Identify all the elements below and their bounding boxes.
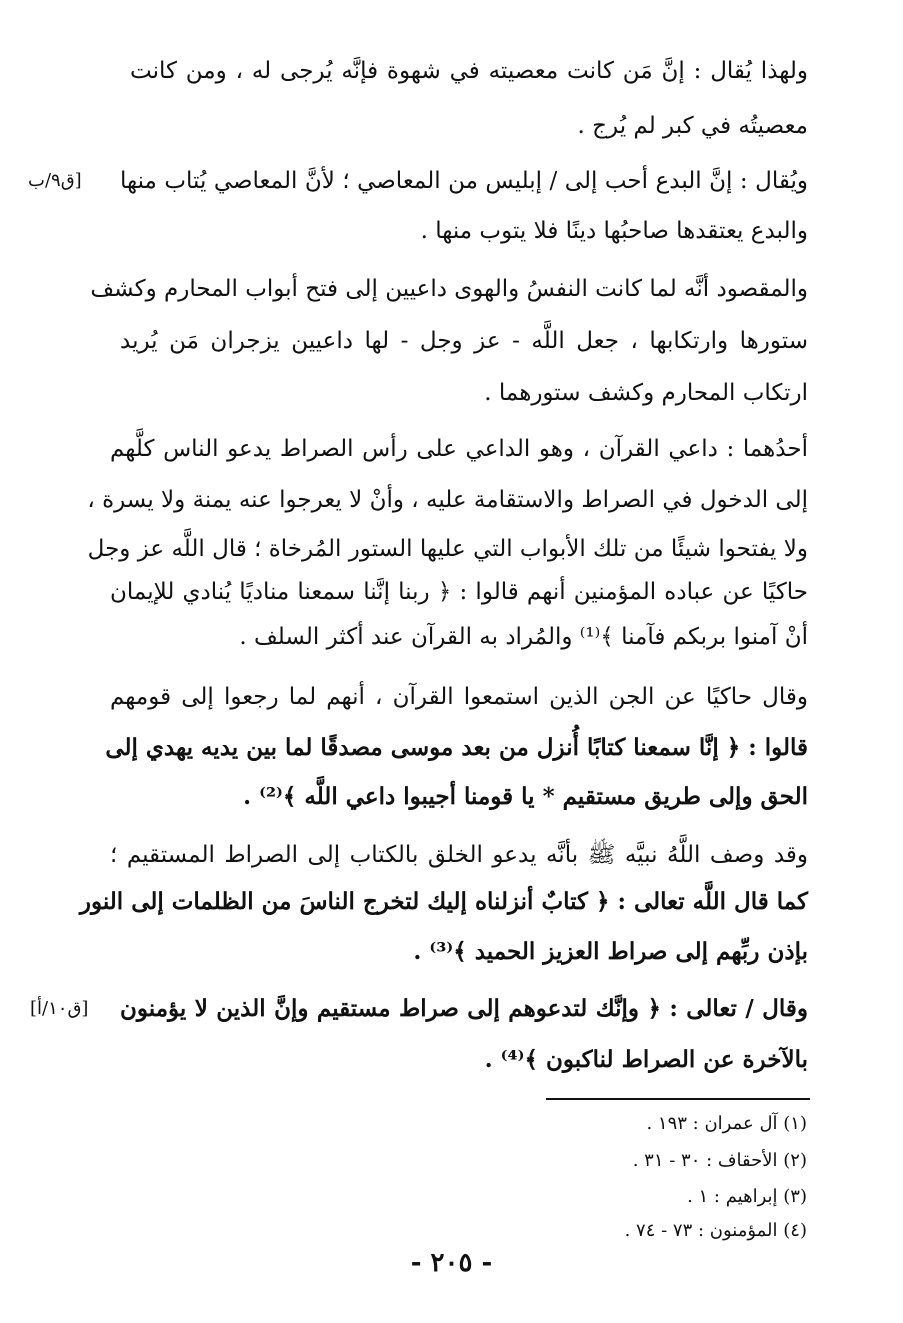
paragraph-1-line-2: معصيتُه في كبر لم يُرج . [577,113,808,139]
paragraph-4-line-4: حاكيًا عن عباده المؤمنين أنهم قالوا : ﴿ ربنا إنَّنا سمعنا مناديًا يُنادي للإيمان [110,579,808,605]
footnote-3: (٣) إبراهيم : ١ . [687,1186,807,1207]
paragraph-6-line-1: وقد وصف اللَّهُ نبيَّه ﷺ بأنَّه يدعو الخلق بالكتاب إلى الصراط المستقيم ؛ [110,842,808,868]
paragraph-6-line-3: بإذن ربِّهم إلى صراط العزيز الحميد ﴾⁽³⁾ . [413,938,808,965]
paragraph-2-line-2: والبدع يعتقدها صاحبُها دينًا فلا يتوب منها . [420,218,808,244]
footnote-4: (٤) المؤمنون : ٧٣ - ٧٤ . [624,1220,807,1241]
footnote-2: (٢) الأحقاف : ٣٠ - ٣١ . [632,1150,807,1171]
paragraph-5-line-3: الحق وإلى طريق مستقيم * يا قومنا أجيبوا داعي اللَّه ﴾⁽²⁾ . [243,783,808,810]
paragraph-4-line-1: أحدُهما : داعي القرآن ، وهو الداعي على رأس الصراط يدعو الناس كلَّهم [110,436,808,462]
margin-marker-folio-9b: [ق٩/ب [28,170,82,191]
paragraph-4-line-5: أنْ آمنوا بربكم فآمنا ﴾⁽¹⁾ والمُراد به القرآن عند أكثر السلف . [239,624,808,650]
footnote-separator [546,1098,810,1100]
paragraph-3-line-3: ارتكاب المحارم وكشف ستورهما . [484,380,808,406]
paragraph-1-line-1: ولهذا يُقال : إنَّ مَن كانت معصيته في شهوة فإنَّه يُرجى له ، ومن كانت [130,58,808,84]
paragraph-2-line-1: ويُقال : إنَّ البدع أحب إلى / إبليس من المعاصي ؛ لأنَّ المعاصي يُتاب منها [120,168,808,194]
paragraph-7-line-2: بالآخرة عن الصراط لناكبون ﴾⁽⁴⁾ . [484,1046,808,1073]
paragraph-6-line-2: كما قال اللَّه تعالى : ﴿ كتابٌ أنزلناه إليك لتخرج الناسَ من الظلمات إلى النور [79,888,808,915]
margin-marker-folio-10a: [ق١٠/أ] [30,998,89,1019]
paragraph-4-line-3: ولا يفتحوا شيئًا من تلك الأبواب التي عليها الستور المُرخاة ؛ قال اللَّه عز وجل [87,536,808,562]
page-number: - ٢٠٥ - [410,1248,493,1278]
paragraph-5-line-1: وقال حاكيًا عن الجن الذين استمعوا القرآن ، أنهم لما رجعوا إلى قومهم [110,684,808,710]
paragraph-7-line-1: وقال / تعالى : ﴿ وإنَّك لتدعوهم إلى صراط مستقيم وإنَّ الذين لا يؤمنون [120,995,808,1022]
paragraph-3-line-2: ستورها وارتكابها ، جعل اللَّه - عز وجل - لها داعيين يزجران مَن يُريد [120,328,808,354]
footnote-1: (١) آل عمران : ١٩٣ . [646,1113,807,1134]
paragraph-5-line-2: قالوا : ﴿ إنَّا سمعنا كتابًا أُنزل من بعد موسى مصدقًا لما بين يديه يهدي إلى [105,734,808,761]
paragraph-3-line-1: والمقصود أنَّه لما كانت النفسُ والهوى داعيين إلى فتح أبواب المحارم وكشف [90,276,808,302]
paragraph-4-line-2: إلى الدخول في الصراط والاستقامة عليه ، وأنْ لا يعرجوا عنه يمنة ولا يسرة ، [87,487,808,513]
